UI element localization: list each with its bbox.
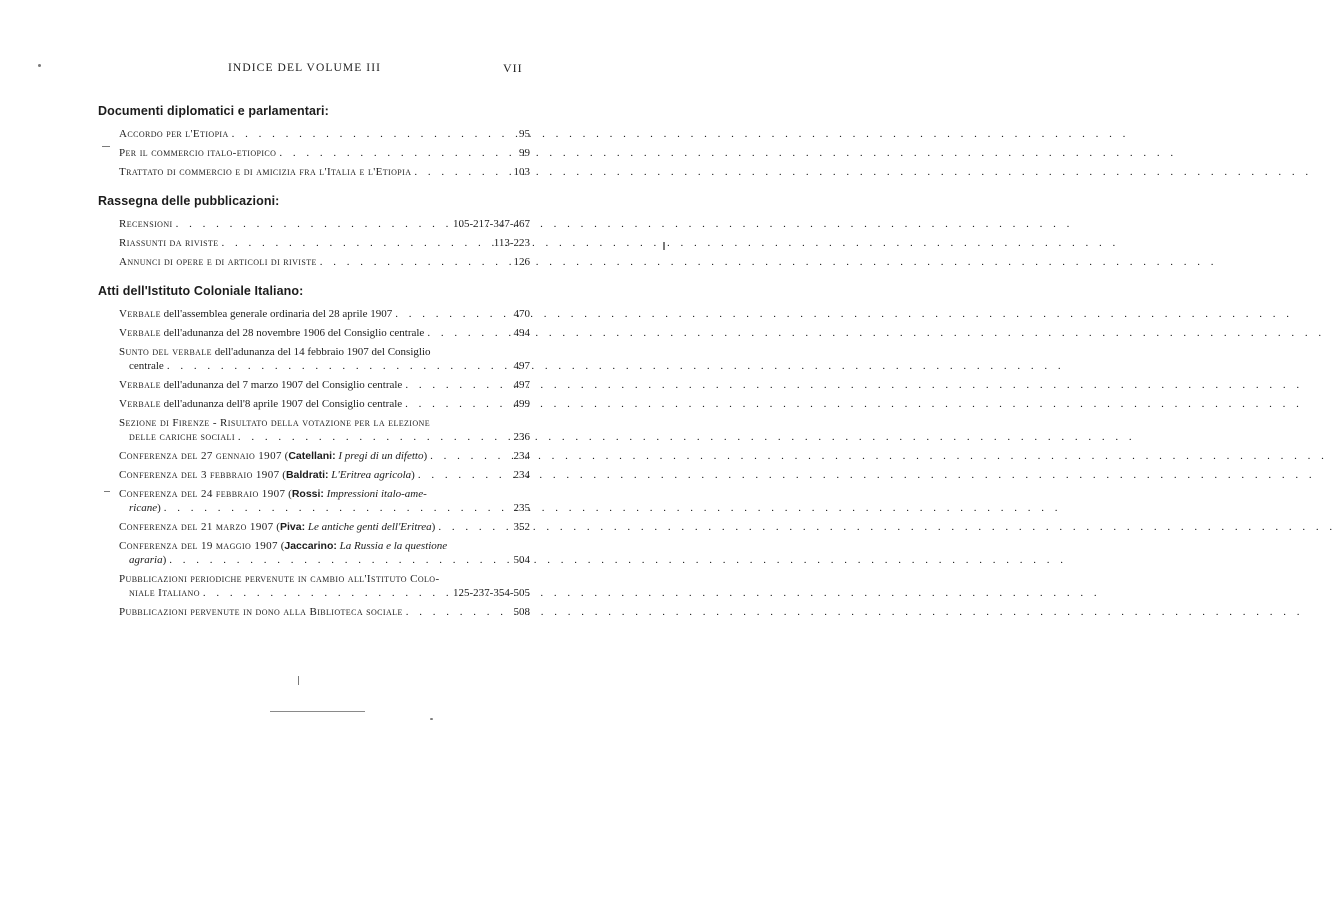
entry-continuation: agraria (129, 554, 163, 566)
entry-title: Per il commercio italo-etiopico (119, 147, 277, 159)
running-head: INDICE DEL VOLUME III (228, 62, 382, 74)
entry-title: dell'adunanza del 28 novembre 1906 del Consiglio centrale (163, 327, 425, 339)
scan-speck (298, 676, 299, 685)
entry-page: 352 (513, 521, 530, 533)
entry-lead: Verbale (119, 398, 161, 410)
entry-page: 105-217-347-467 (453, 218, 530, 230)
page-numeral: VII (503, 61, 523, 75)
dot-leader (438, 520, 510, 534)
toc-entry (119, 236, 530, 250)
dot-leader (176, 217, 450, 231)
dot-leader (427, 326, 510, 340)
entry-page: 95 (519, 128, 530, 140)
entry-lead: Conferenza del 27 gennaio 1907 (119, 450, 282, 462)
entry-title: Le antiche genti dell'Eritrea (307, 521, 432, 533)
entry-page: 470 (513, 308, 530, 320)
scan-speck (102, 146, 110, 147)
entry-lead: Conferenza del 21 marzo 1907 (119, 521, 274, 533)
entry-lead: Pubblicazioni pervenute in dono alla Biblioteca sociale (119, 606, 403, 618)
closing-rule (270, 711, 365, 712)
dot-leader (238, 430, 511, 444)
entry-speaker: Rossi: (291, 488, 324, 500)
entry-lead: Verbale (119, 327, 161, 339)
table-of-contents (98, 104, 530, 624)
toc-entry: Conferenza del 24 febbraio 1907 (Rossi: Impressioni italo-ame- ricane) . . . 235 (119, 487, 530, 515)
dot-leader (164, 501, 511, 515)
entry-title: Riassunti da riviste (119, 237, 219, 249)
dot-leader (414, 165, 510, 179)
entry-page: 125-237-354-505 (453, 587, 530, 599)
dot-leader (232, 127, 516, 141)
dot-leader (222, 236, 491, 250)
entry-lead: Pubblicazioni periodiche pervenute in cambio all'Istituto Colo- (119, 573, 440, 585)
scan-speck (104, 491, 110, 492)
entry-page: 497 (513, 379, 530, 391)
entry-title: La Russia e la questione (339, 540, 448, 552)
entry-title: Recensioni (119, 218, 173, 230)
entry-speaker: Catellani: (288, 450, 336, 462)
entry-lead: Conferenza del 19 maggio 1907 (119, 540, 278, 552)
scan-speck (38, 64, 41, 67)
toc-entry: Conferenza del 3 febbraio 1907 (Baldrati: L'Eritrea agricola) . . . 234 (119, 468, 530, 482)
section-heading-documenti: Documenti diplomatici e parlamentari: (98, 104, 329, 118)
entry-title: Trattato di commercio e di amicizia fra l'Italia e l'Etiopia (119, 166, 412, 178)
dot-leader (405, 378, 510, 392)
toc-entry (119, 255, 530, 269)
toc-entry (119, 307, 530, 321)
entry-title: dell'assemblea generale ordinaria del 28 aprile 1907 (163, 308, 393, 320)
entry-title: dell'adunanza dell'8 aprile 1907 del Consiglio centrale (163, 398, 403, 410)
entry-page: 504 (513, 554, 530, 566)
toc-entry (119, 345, 530, 373)
entry-lead: Verbale (119, 308, 161, 320)
dot-leader (169, 553, 510, 567)
toc-entry (119, 605, 530, 619)
entry-page: 99 (519, 147, 530, 159)
toc-entry: Conferenza del 27 gennaio 1907 (Catellani: I pregi di un difetto) . . . 234 (119, 449, 530, 463)
toc-entry: Conferenza del 21 marzo 1907 (Piva: Le antiche genti dell'Eritrea) . . . 352 (119, 520, 530, 534)
entry-continuation: niale Italiano (129, 587, 200, 599)
dot-leader (279, 146, 516, 160)
dot-leader (418, 468, 511, 482)
entry-page: 103 (513, 166, 530, 178)
entry-page: 113-223 (493, 237, 530, 249)
toc-entry (119, 397, 530, 411)
entry-title: Impressioni italo-ame- (326, 488, 427, 500)
entry-lead: Conferenza del 3 febbraio 1907 (119, 469, 280, 481)
dot-leader (167, 359, 511, 373)
entry-lead: Sunto del verbale (119, 346, 212, 358)
entry-page: 494 (513, 327, 530, 339)
entry-speaker: Baldrati: (285, 469, 329, 481)
entry-title: dell'adunanza del 14 febbraio 1907 del Consiglio (214, 346, 431, 358)
section-heading-atti: Atti dell'Istituto Coloniale Italiano: (98, 284, 304, 298)
entry-lead: Conferenza del 24 febbraio 1907 (119, 488, 286, 500)
entry-page: 499 (513, 398, 530, 410)
dot-leader (320, 255, 511, 269)
entry-page: 126 (513, 256, 530, 268)
entry-speaker: Jaccarino: (284, 540, 337, 552)
entry-page: 234 (513, 469, 530, 481)
dot-leader (406, 605, 511, 619)
toc-entry (119, 572, 530, 600)
entry-title: L'Eritrea agricola (331, 469, 412, 481)
entry-page: 235 (513, 502, 530, 514)
dot-leader (203, 586, 450, 600)
entry-title: I pregi di un difetto (338, 450, 424, 462)
dot-leader (395, 307, 510, 321)
entry-page: 497 (513, 360, 530, 372)
entry-speaker: Piva: (279, 521, 306, 533)
entry-lead: Sezione di Firenze - Risultato della votazione per la elezione (119, 417, 431, 429)
toc-entry (119, 326, 530, 340)
scan-speck (663, 242, 665, 250)
entry-lead: Verbale (119, 379, 161, 391)
entry-page: 508 (513, 606, 530, 618)
toc-entry (119, 165, 530, 179)
entry-page: 236 (513, 431, 530, 443)
entry-title: Annunci di opere e di articoli di riviste (119, 256, 317, 268)
toc-entry (119, 217, 530, 231)
entry-title: Accordo per l'Etiopia (119, 128, 229, 140)
toc-entry (119, 416, 530, 444)
entry-continuation: centrale (129, 360, 164, 372)
dot-leader (430, 449, 510, 463)
toc-entry (119, 127, 530, 141)
entry-continuation: delle cariche sociali (129, 431, 235, 443)
entry-continuation: ricane (129, 502, 158, 514)
entry-title: dell'adunanza del 7 marzo 1907 del Consiglio centrale (163, 379, 403, 391)
dot-leader (405, 397, 510, 411)
scan-speck (430, 718, 433, 720)
toc-entry (119, 378, 530, 392)
toc-entry (119, 146, 530, 160)
entry-page: 234 (513, 450, 530, 462)
section-heading-rassegna: Rassegna delle pubblicazioni: (98, 194, 280, 208)
toc-entry: Conferenza del 19 maggio 1907 (Jaccarino: La Russia e la questione agraria) . . . 504 (119, 539, 530, 567)
